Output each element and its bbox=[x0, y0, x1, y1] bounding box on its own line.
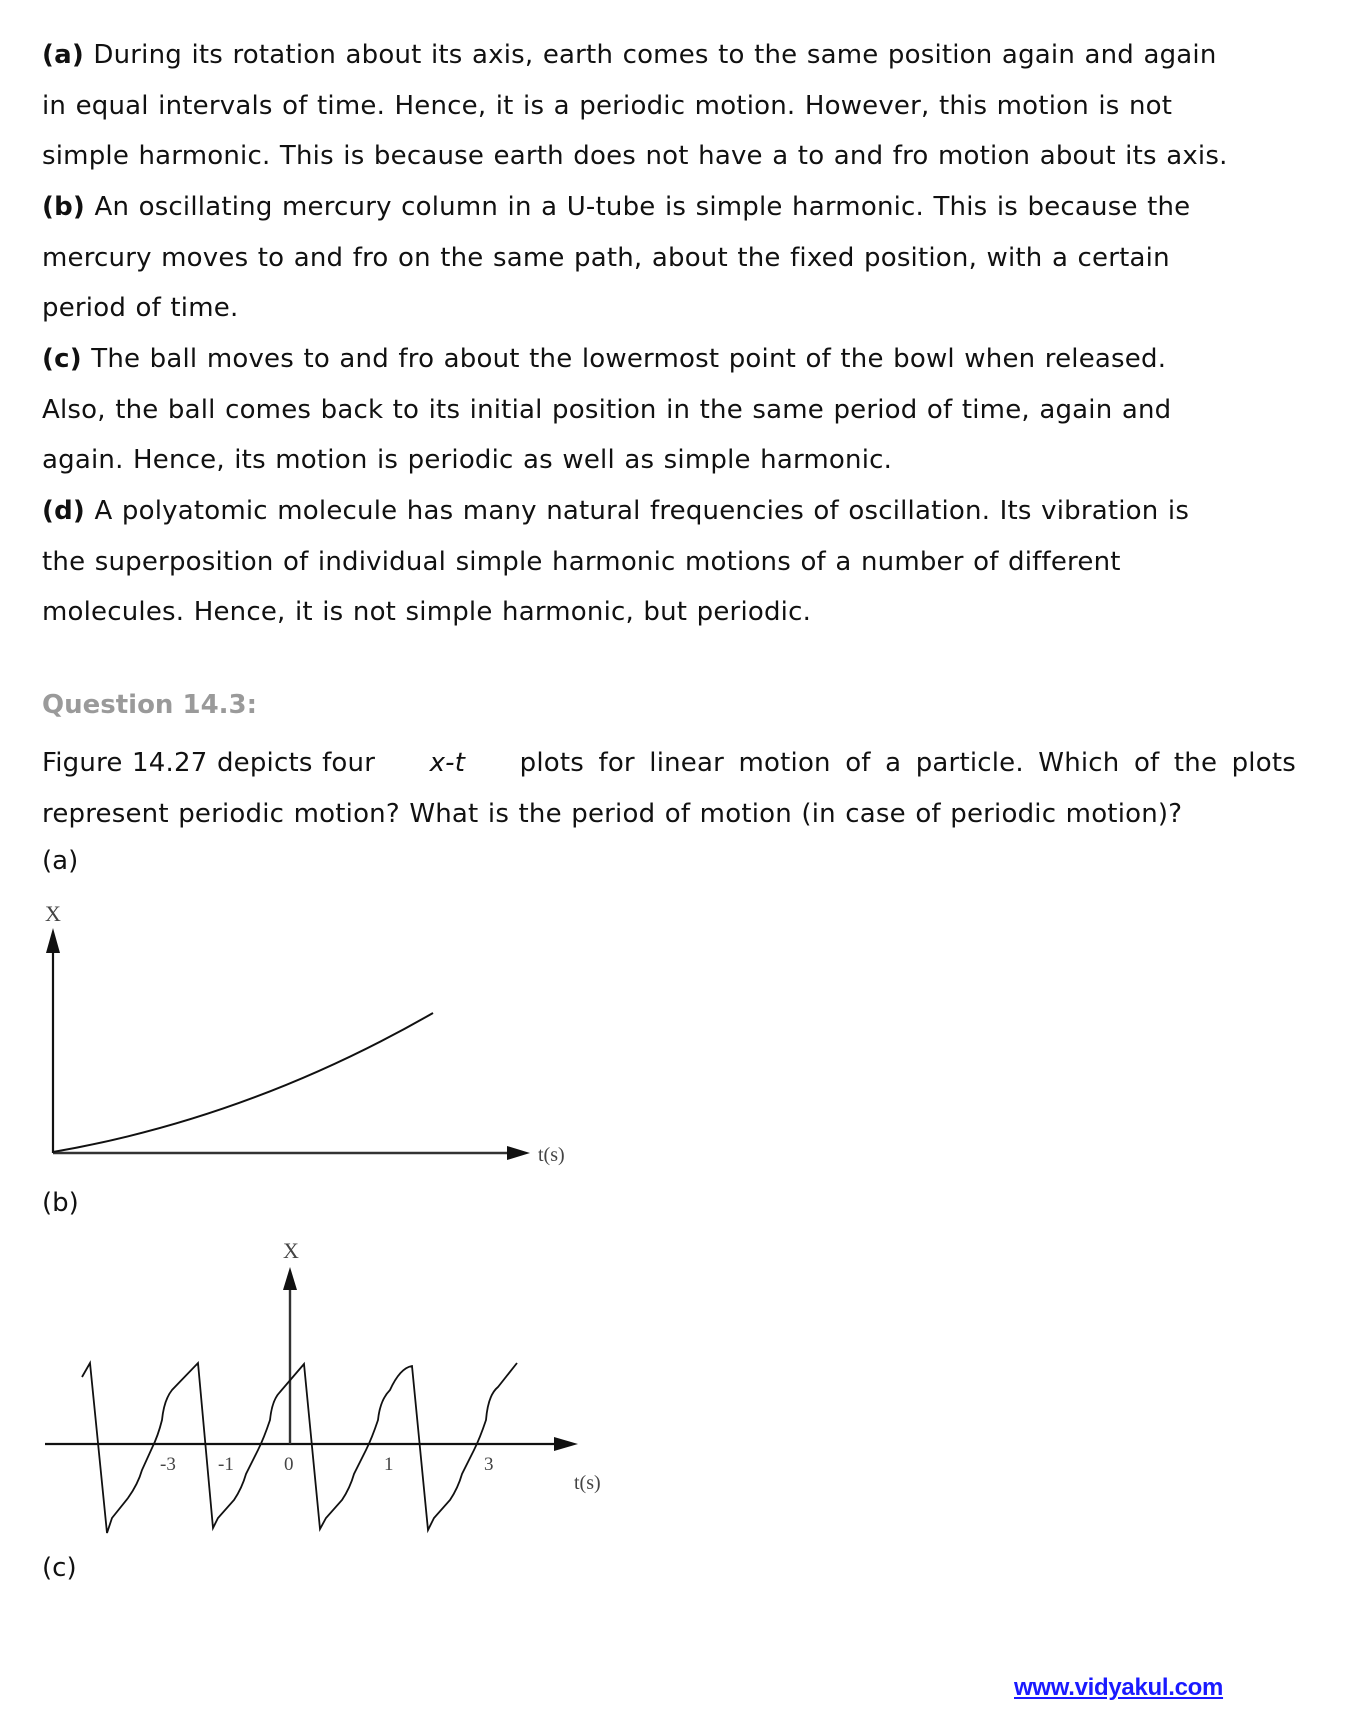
answer-b-line-3: period of time. bbox=[42, 293, 239, 324]
answer-a-tag: (a) bbox=[42, 40, 84, 70]
figure-label-c: (c) bbox=[42, 1553, 77, 1583]
x-axis-arrow-icon bbox=[554, 1437, 578, 1451]
graph-b-ylabel: X bbox=[283, 1238, 299, 1263]
answer-c-line-2: Also, the ball comes back to its initial position in the same period of time, again and bbox=[42, 394, 1172, 425]
graph-b-tick-0: 0 bbox=[284, 1454, 294, 1475]
answer-c-tag: (c) bbox=[42, 344, 82, 374]
answer-d-line-3: molecules. Hence, it is not simple harmonic, but periodic. bbox=[42, 597, 812, 628]
graph-b-tick-neg1: -1 bbox=[218, 1454, 234, 1475]
answer-c-line-3: again. Hence, its motion is periodic as well as simple harmonic. bbox=[42, 445, 893, 476]
graph-b-tick-1: 1 bbox=[384, 1454, 394, 1475]
answer-b-line-1: (b) An oscillating mercury column in a U-tube is simple harmonic. This is because the bbox=[42, 192, 1191, 222]
figure-label-b: (b) bbox=[42, 1188, 79, 1218]
y-axis-arrow-icon bbox=[283, 1267, 297, 1290]
answer-a-line-2: in equal intervals of time. Hence, it is a periodic motion. However, this motion is not bbox=[42, 90, 1173, 121]
graph-b-wave bbox=[82, 1363, 517, 1533]
graph-b-y-axis bbox=[283, 1267, 297, 1444]
figure-label-a: (a) bbox=[42, 846, 79, 876]
graph-a-xlabel: t(s) bbox=[538, 1144, 565, 1166]
graph-b-xlabel: t(s) bbox=[574, 1472, 601, 1494]
answer-a-line-3: simple harmonic. This is because earth does not have a to and fro motion about its axis. bbox=[42, 141, 1228, 172]
question-line-1: Figure 14.27 depicts four x-t plots for linear motion of a particle. Which of the plots bbox=[42, 738, 1296, 789]
graph-b-tick-neg3: -3 bbox=[160, 1454, 176, 1475]
question-heading: Question 14.3: bbox=[42, 690, 258, 720]
graph-b-tick-3: 3 bbox=[484, 1454, 494, 1475]
graph-b bbox=[0, 0, 640, 1723]
answer-b-line-2: mercury moves to and fro on the same path, about the fixed position, with a certain bbox=[42, 242, 1170, 273]
question-line-2: represent periodic motion? What is the period of motion (in case of periodic motion)? bbox=[42, 798, 1183, 829]
graph-a-ylabel: X bbox=[45, 901, 61, 926]
answer-d-line-2: the superposition of individual simple harmonic motions of a number of different bbox=[42, 546, 1121, 577]
xt-variable: x-t bbox=[429, 748, 466, 778]
answer-d-tag: (d) bbox=[42, 496, 85, 526]
answer-c-line-1: (c) The ball moves to and fro about the lowermost point of the bowl when released. bbox=[42, 344, 1167, 374]
answer-b-tag: (b) bbox=[42, 192, 85, 222]
answer-d-line-1: (d) A polyatomic molecule has many natural frequencies of oscillation. Its vibration is bbox=[42, 496, 1190, 526]
answer-a-line-1: (a) During its rotation about its axis, earth comes to the same position again and again bbox=[42, 40, 1217, 70]
vidyakul-link[interactable]: www.vidyakul.com bbox=[1014, 1674, 1224, 1701]
